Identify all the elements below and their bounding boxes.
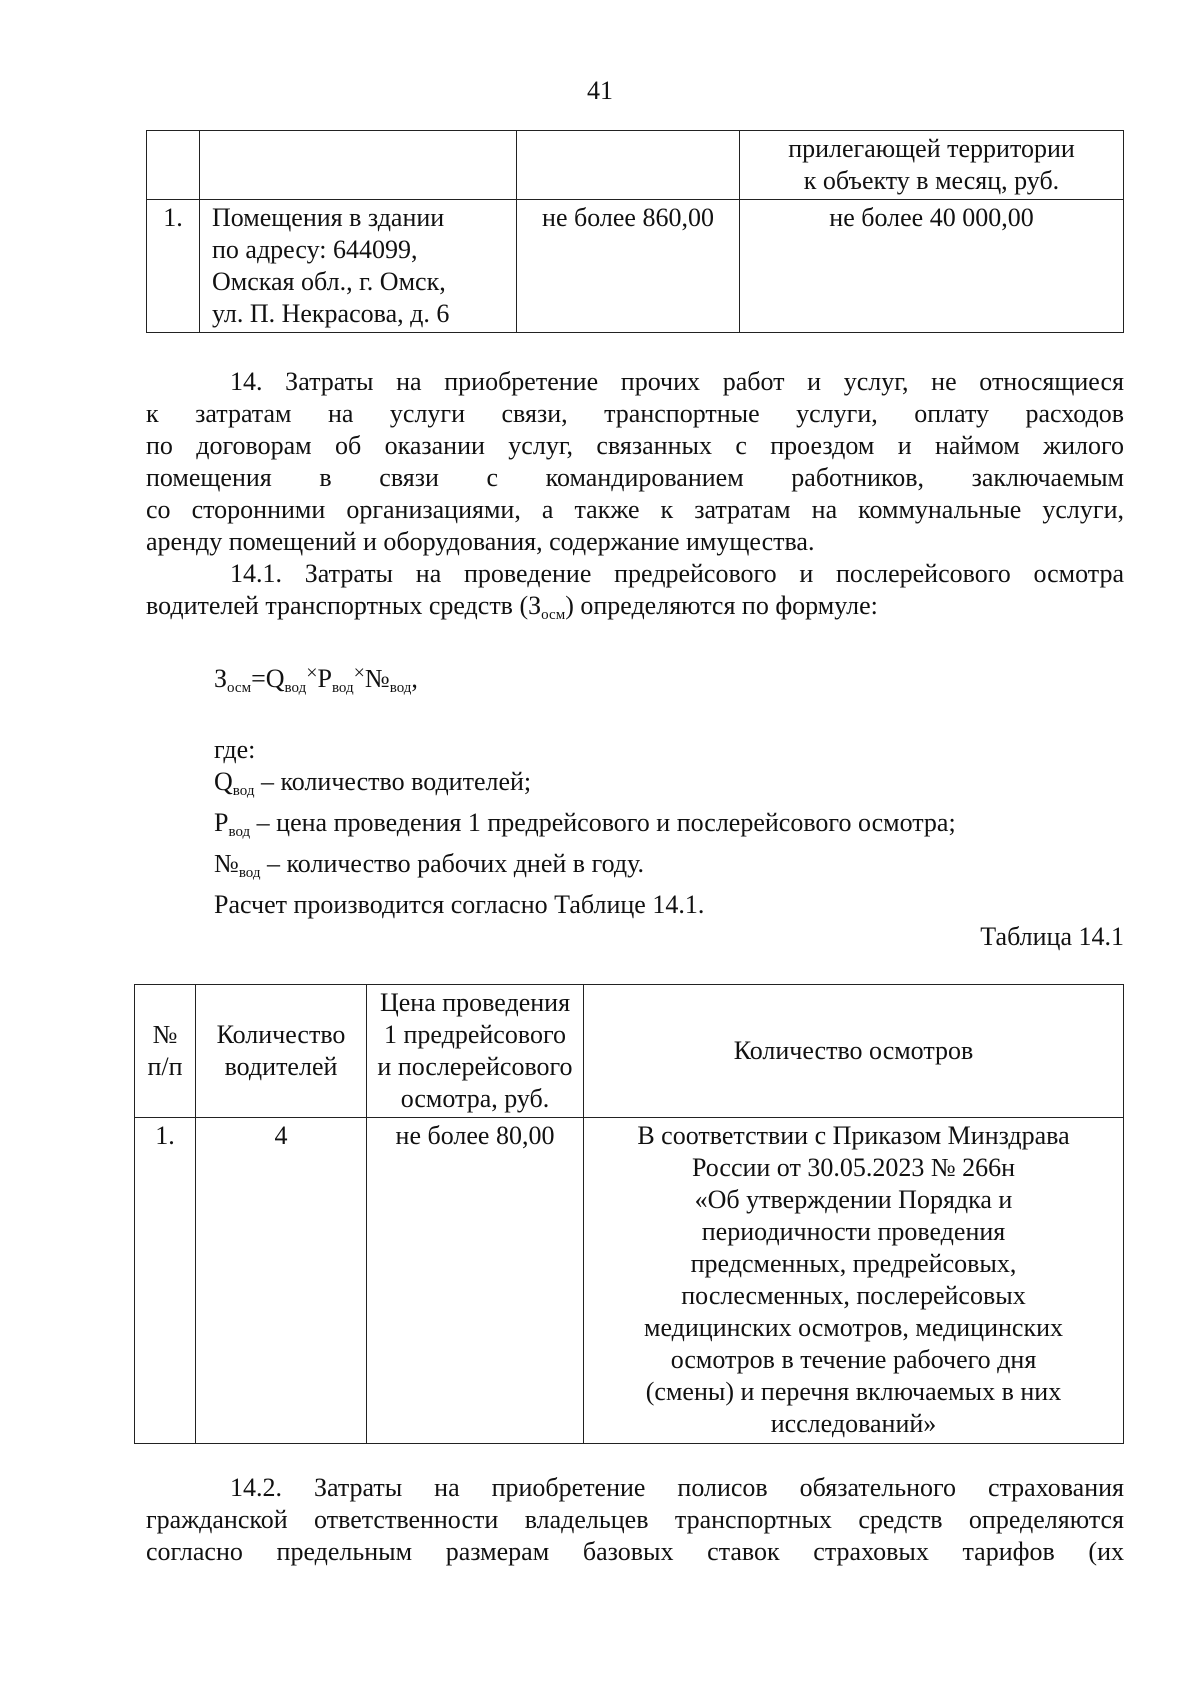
table-row (147, 131, 1124, 200)
section-14-paragraph (146, 366, 1124, 558)
row-number: 1. (135, 1118, 196, 1444)
text-line: помещения в связи с командированием работников, заключаемым (146, 463, 1124, 492)
formula-symbol: P (317, 664, 332, 693)
subscript: вод (238, 865, 261, 881)
legend-calc: Расчет производится согласно Таблице 14.1. (214, 890, 705, 919)
section-14-2-paragraph (146, 1472, 1124, 1568)
table-cell: прилегающей территории к объекту в месяц, руб. (740, 131, 1124, 200)
table-caption: Таблица 14.1 (980, 922, 1124, 951)
formula-symbol: , (411, 664, 418, 693)
subscript: осм (227, 680, 252, 696)
subscript: вод (331, 680, 354, 696)
legend-item-p (214, 807, 956, 848)
text-line: 14.2. Затраты на приобретение полисов обязательного страхования (230, 1473, 1124, 1502)
formula-legend (214, 734, 956, 921)
text-fragment: водителей транспортных средств (З (146, 591, 542, 620)
formula-symbol: Q (214, 767, 233, 796)
formula-symbol: № (214, 849, 239, 878)
text-line: согласно предельным размерам базовых ставок страховых тарифов (их (146, 1537, 1124, 1566)
legend-text: – количество рабочих дней в году. (260, 849, 644, 878)
formula-symbol: З (214, 664, 228, 693)
multiply-sign: × (353, 662, 365, 684)
header-cell: № п/п (135, 985, 196, 1118)
subscript: вод (232, 783, 255, 799)
monthly-total: не более 40 000,00 (740, 200, 1124, 333)
subscript: вод (389, 680, 412, 696)
row-number: 1. (147, 200, 200, 333)
legend-item-q (214, 766, 956, 807)
drivers-count: 4 (196, 1118, 367, 1444)
legend-text: – цена проведения 1 предрейсового и послерейсового осмотра; (250, 808, 956, 837)
inspections-count: В соответствии с Приказом Минздрава России от 30.05.2023 № 266н «Об утверждении Порядка и периодичности проведения предсменных, предрейсовых, послесменных, послерейсовых медицинских осмотров, медицинских осмотров в течение рабочего дня (смены) и перечня включаемых в них исследований» (584, 1118, 1124, 1444)
text-line: гражданской ответственности владельцев транспортных средств определяются (146, 1505, 1124, 1534)
price-per-sqm: не более 860,00 (517, 200, 740, 333)
table-row (135, 1118, 1124, 1444)
premises-table (146, 130, 1124, 333)
formula-symbol: P (214, 808, 229, 837)
legend-text: – количество водителей; (254, 767, 532, 796)
text-line: 14. Затраты на приобретение прочих работ и услуг, не относящиеся (230, 367, 1124, 396)
header-cell: Количество осмотров (584, 985, 1124, 1118)
premises-address: Помещения в здании по адресу: 644099, Омская обл., г. Омск, ул. П. Некрасова, д. 6 (200, 200, 517, 333)
text-line: 14.1. Затраты на проведение предрейсового и послерейсового осмотра (230, 559, 1124, 588)
subscript: вод (228, 824, 251, 840)
table-cell (200, 131, 517, 200)
table-row (147, 200, 1124, 333)
multiply-sign: × (306, 662, 318, 684)
page-number: 41 (587, 76, 613, 105)
table-cell (147, 131, 200, 200)
formula (214, 662, 418, 697)
text-line (146, 590, 1124, 631)
formula-symbol: =Q (251, 664, 285, 693)
header-cell: Цена проведения 1 предрейсового и послерейсового осмотра, руб. (367, 985, 584, 1118)
legend-where: где: (214, 735, 256, 764)
header-cell: Количество водителей (196, 985, 367, 1118)
subscript: осм (541, 607, 566, 623)
table-header-row (135, 985, 1124, 1118)
text-line: к затратам на услуги связи, транспортные услуги, оплату расходов (146, 399, 1124, 428)
section-14-1-paragraph (146, 558, 1124, 631)
text-line: со сторонними организациями, а также к затратам на коммунальные услуги, (146, 495, 1124, 524)
text-line: по договорам об оказании услуг, связанных с проездом и наймом жилого (146, 431, 1124, 460)
table-cell (517, 131, 740, 200)
inspection-table (134, 984, 1124, 1444)
inspection-price: не более 80,00 (367, 1118, 584, 1444)
text-line: аренду помещений и оборудования, содержание имущества. (146, 527, 815, 556)
legend-item-n (214, 848, 956, 889)
subscript: вод (284, 680, 307, 696)
text-fragment: ) определяются по формуле: (565, 591, 878, 620)
formula-symbol: № (364, 664, 390, 693)
